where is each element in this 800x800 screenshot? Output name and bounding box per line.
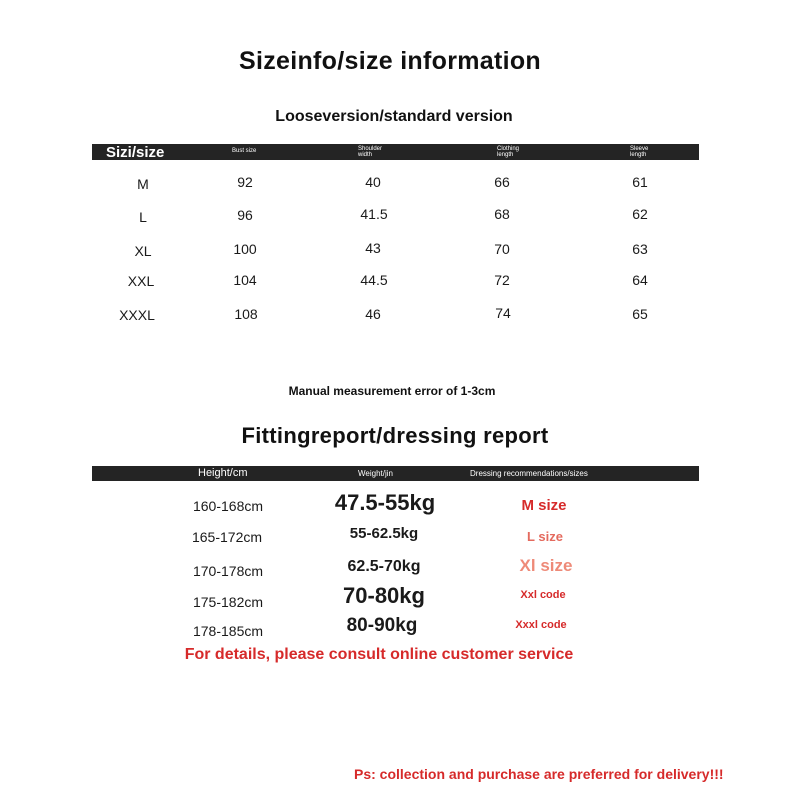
sleeve-cell: 64: [632, 272, 648, 288]
bust-cell: 92: [237, 174, 253, 190]
height-cell: 170-178cm: [192, 563, 264, 579]
header-recommendation: Dressing recommendations/sizes: [470, 469, 588, 478]
fitting-title: Fittingreport/dressing report: [241, 423, 549, 448]
shoulder-cell: 44.5: [360, 272, 388, 288]
weight-cell: 80-90kg: [346, 615, 418, 636]
header-clothing-length: [497, 146, 519, 158]
height-cell: 165-172cm: [191, 529, 263, 545]
header-sleeve-length: [630, 146, 648, 158]
size-recommendation: Xxxl code: [515, 619, 567, 631]
size-cell: M: [137, 176, 149, 192]
height-cell: 160-168cm: [192, 498, 264, 514]
length-cell: 72: [494, 272, 510, 288]
sleeve-cell: 63: [632, 241, 648, 257]
bust-cell: 100: [233, 241, 257, 257]
bust-cell: 96: [237, 207, 253, 223]
header-shoulder: [358, 146, 382, 158]
page-title: Sizeinfo/size information: [239, 47, 541, 75]
size-table-header: [92, 144, 699, 160]
length-cell: 70: [494, 241, 510, 257]
header-height: Height/cm: [198, 467, 248, 479]
size-recommendation: Xxl code: [520, 589, 566, 601]
length-cell: 68: [494, 206, 510, 222]
header-shoulder-line1: Shoulder: [358, 146, 383, 152]
height-cell: 175-182cm: [192, 594, 264, 610]
size-recommendation: Xl size: [519, 556, 573, 575]
size-cell: XXXL: [119, 307, 155, 323]
version-subtitle: Looseversion/standard version: [275, 108, 513, 125]
ps-note: Ps: collection and purchase are preferred for delivery!!!: [354, 766, 724, 782]
weight-cell: 62.5-70kg: [347, 558, 421, 575]
sleeve-cell: 61: [632, 174, 648, 190]
header-clothing-line2: length: [497, 152, 514, 158]
shoulder-cell: 40: [365, 174, 381, 190]
weight-cell: 70-80kg: [343, 583, 425, 608]
header-shoulder-line2: width: [358, 152, 373, 158]
weight-cell: 55-62.5kg: [349, 525, 419, 542]
shoulder-cell: 41.5: [360, 206, 388, 222]
fitting-table-header: [92, 466, 699, 481]
size-cell: XL: [134, 243, 152, 259]
size-recommendation: L size: [527, 529, 563, 544]
header-size: Sizi/size: [106, 144, 165, 161]
weight-cell: 47.5-55kg: [334, 490, 436, 515]
shoulder-cell: 43: [365, 240, 381, 256]
header-bust: Bust size: [232, 148, 257, 154]
size-cell: L: [139, 209, 147, 225]
sleeve-cell: 65: [632, 306, 648, 322]
size-recommendation: M size: [521, 497, 567, 514]
header-clothing-line1: Clothing: [497, 146, 520, 152]
length-cell: 74: [495, 305, 511, 321]
consult-note: For details, please consult online customer service: [184, 646, 574, 663]
measurement-note: Manual measurement error of 1-3cm: [288, 384, 496, 398]
header-sleeve-line1: Sleeve: [630, 146, 649, 152]
sleeve-cell: 62: [632, 206, 648, 222]
bust-cell: 108: [234, 306, 258, 322]
bust-cell: 104: [233, 272, 257, 288]
size-cell: XXL: [127, 273, 155, 289]
length-cell: 66: [494, 174, 510, 190]
header-weight: Weight/jin: [358, 469, 393, 478]
shoulder-cell: 46: [365, 306, 381, 322]
header-sleeve-line2: length: [630, 152, 647, 158]
height-cell: 178-185cm: [192, 623, 264, 639]
